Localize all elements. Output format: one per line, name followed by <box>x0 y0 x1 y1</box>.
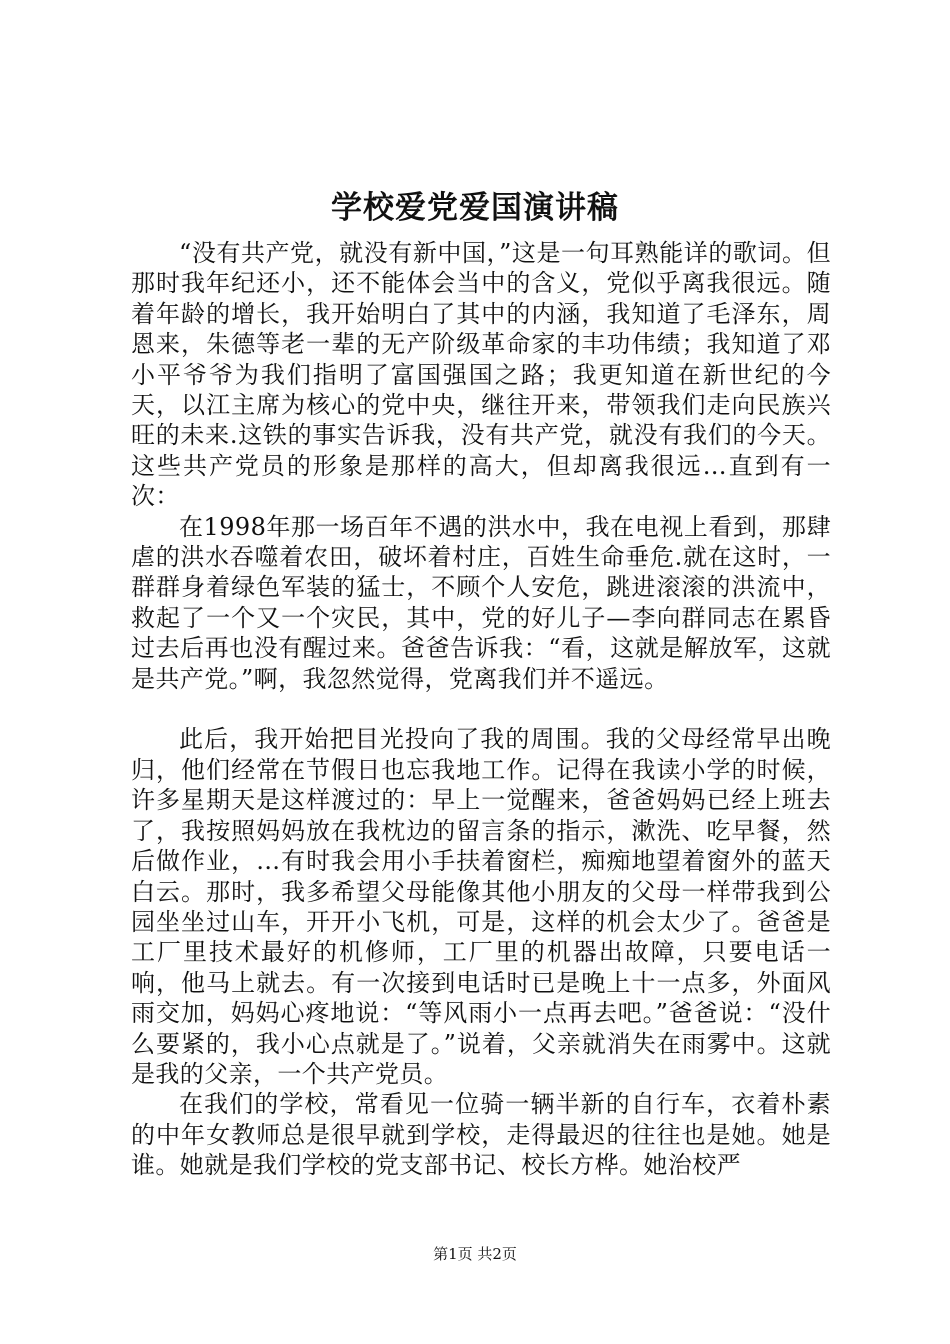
paragraph-flood: 在1998年那一场百年不遇的洪水中，我在电视上看到，那肆虐的洪水吞噬着农田，破坏着村庄，百姓生命垂危.就在这时，一群群身着绿色军装的猛士，不顾个人安危，跳进滚滚的洪流中，救起了一个又一个灾民，其中，党的好儿子—李向群同志在累昏过去后再也没有醒过来。爸爸告诉我：“看，这就是解放军，这就是共产党。”啊，我忽然觉得，党离我们并不遥远。 <box>131 512 831 693</box>
paragraph-parents: 此后，我开始把目光投向了我的周围。我的父母经常早出晚归，他们经常在节假日也忘我地工作。记得在我读小学的时候，许多星期天是这样渡过的：早上一觉醒来，爸爸妈妈已经上班去了，我按照妈妈放在我枕边的留言条的指示，漱洗、吃早餐，然后做作业，…有时我会用小手扶着窗栏，痴痴地望着窗外的蓝天白云。那时，我多希望父母能像其他小朋友的父母一样带我到公园坐坐过山车，开开小飞机，可是，这样的机会太少了。爸爸是工厂里技术最好的机修师，工厂里的机器出故障，只要电话一响，他马上就去。有一次接到电话时已是晚上十一点多，外面风雨交加，妈妈心疼地说：“等风雨小一点再去吧。”爸爸说：“没什么要紧的，我小心点就是了。”说着，父亲就消失在雨雾中。这就是我的父亲，一个共产党员。 <box>131 725 831 1088</box>
document-body <box>131 238 831 1181</box>
paragraph-principal: 在我们的学校，常看见一位骑一辆半新的自行车，衣着朴素的中年女教师总是很早就到学校，走得最迟的往往也是她。她是谁。她就是我们学校的党支部书记、校长方桦。她治校严 <box>131 1090 831 1180</box>
page-footer: 第1页 共2页 <box>433 1245 517 1263</box>
paragraph-intro: “没有共产党，就没有新中国，”这是一句耳熟能详的歌词。但那时我年纪还小，还不能体会当中的含义，党似乎离我很远。随着年龄的增长，我开始明白了其中的内涵，我知道了毛泽东，周恩来，朱德等老一辈的无产阶级革命家的丰功伟绩；我知道了邓小平爷爷为我们指明了富国强国之路；我更知道在新世纪的今天，以江主席为核心的党中央，继往开来，带领我们走向民族兴旺的未来.这铁的事实告诉我，没有共产党，就没有我们的今天。这些共产党员的形象是那样的高大，但却离我很远…直到有一次： <box>131 239 831 511</box>
document-title: 学校爱党爱国演讲稿 <box>331 190 619 226</box>
